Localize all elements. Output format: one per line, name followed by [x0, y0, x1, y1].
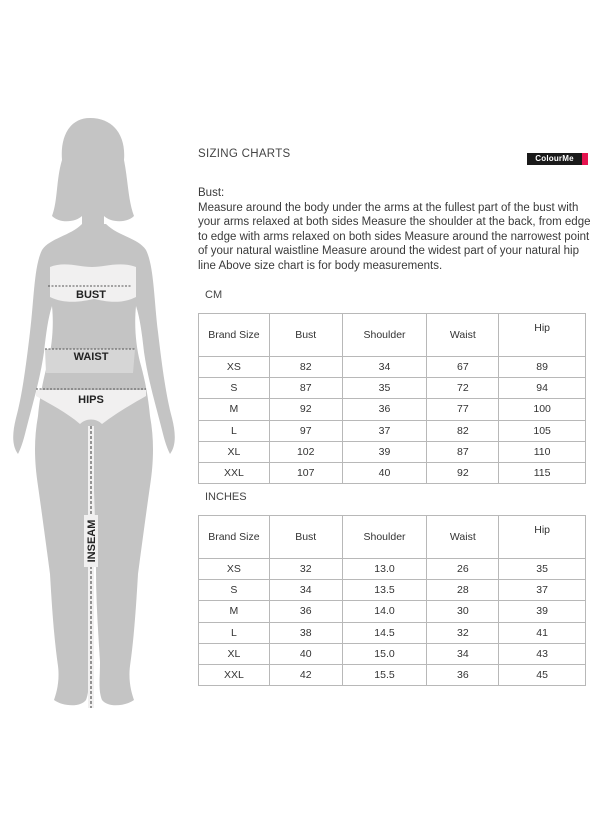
table-row	[199, 601, 586, 622]
table-row	[199, 441, 586, 462]
table-cell: 36	[269, 601, 342, 622]
table-cell: 36	[427, 664, 499, 685]
table-row	[199, 462, 586, 483]
table-cell: 45	[499, 664, 586, 685]
table-cell: 39	[499, 601, 586, 622]
table-cell: 26	[427, 559, 499, 580]
table-row	[199, 399, 586, 420]
table-row	[199, 420, 586, 441]
table-cell: 40	[269, 643, 342, 664]
table-row	[199, 643, 586, 664]
table-cell: 38	[269, 622, 342, 643]
measurement-description	[198, 186, 593, 274]
inches-size-table	[198, 515, 586, 686]
table-cell: 100	[499, 399, 586, 420]
table-cell: 87	[427, 441, 499, 462]
table-row	[199, 580, 586, 601]
table-cell: 72	[427, 378, 499, 399]
bust-label: BUST	[76, 289, 106, 301]
table-row	[199, 664, 586, 685]
table-cell: 97	[269, 420, 342, 441]
table-header-row	[199, 516, 586, 559]
hips-label: HIPS	[78, 394, 104, 406]
table-cell: 34	[269, 580, 342, 601]
table-cell: 14.5	[342, 622, 427, 643]
body-measurement-figure	[0, 100, 185, 720]
table-cell: 92	[269, 399, 342, 420]
column-header: Brand Size	[199, 314, 270, 357]
body-silhouette	[0, 100, 185, 720]
column-header: Hip	[499, 314, 586, 357]
table-cell: 94	[499, 378, 586, 399]
table-row	[199, 559, 586, 580]
table-cell: 107	[269, 462, 342, 483]
table-cell: 15.5	[342, 664, 427, 685]
table-cell: 35	[342, 378, 427, 399]
table-cell: XS	[199, 357, 270, 378]
table-row	[199, 378, 586, 399]
cm-unit-label: CM	[205, 289, 223, 301]
table-cell: XL	[199, 441, 270, 462]
table-cell: 102	[269, 441, 342, 462]
table-cell: 28	[427, 580, 499, 601]
table-cell: 30	[427, 601, 499, 622]
table-cell: L	[199, 420, 270, 441]
table-cell: 32	[427, 622, 499, 643]
table-cell: 35	[499, 559, 586, 580]
column-header: Waist	[427, 516, 499, 559]
table-cell: 82	[427, 420, 499, 441]
column-header: Shoulder	[342, 314, 427, 357]
table-cell: 13.5	[342, 580, 427, 601]
table-cell: L	[199, 622, 270, 643]
table-cell: 37	[499, 580, 586, 601]
table-cell: 115	[499, 462, 586, 483]
table-cell: 15.0	[342, 643, 427, 664]
table-cell: 77	[427, 399, 499, 420]
table-cell: 39	[342, 441, 427, 462]
page-title: SIZING CHARTS	[198, 148, 291, 160]
column-header: Brand Size	[199, 516, 270, 559]
table-cell: 89	[499, 357, 586, 378]
table-cell: 34	[342, 357, 427, 378]
table-cell: 36	[342, 399, 427, 420]
table-cell: 92	[427, 462, 499, 483]
table-cell: XL	[199, 643, 270, 664]
column-header: Hip	[499, 516, 586, 559]
inseam-label: INSEAM	[86, 519, 98, 563]
table-cell: 110	[499, 441, 586, 462]
description-text: Measure around the body under the arms at the fullest part of the bust with your arms relaxed at both sides Measure the shoulder at the back, from edge to edge with arms relaxed on both sides Measure around the narrowest point of your natural waistline Measure around the widest part of your natural hip line Above size chart is for body measurements.	[198, 201, 591, 272]
table-cell: 82	[269, 357, 342, 378]
table-cell: 37	[342, 420, 427, 441]
table-cell: 32	[269, 559, 342, 580]
table-cell: 14.0	[342, 601, 427, 622]
table-cell: XXL	[199, 462, 270, 483]
waist-label: WAIST	[73, 351, 109, 363]
table-cell: XS	[199, 559, 270, 580]
table-cell: 34	[427, 643, 499, 664]
brand-logo: ColourMe	[527, 153, 588, 165]
table-cell: 41	[499, 622, 586, 643]
column-header: Bust	[269, 516, 342, 559]
table-cell: 105	[499, 420, 586, 441]
table-header-row	[199, 314, 586, 357]
table-cell: S	[199, 378, 270, 399]
table-cell: XXL	[199, 664, 270, 685]
table-cell: S	[199, 580, 270, 601]
inches-unit-label: INCHES	[205, 491, 247, 503]
table-row	[199, 622, 586, 643]
table-cell: 87	[269, 378, 342, 399]
table-cell: 43	[499, 643, 586, 664]
table-cell: 40	[342, 462, 427, 483]
table-cell: 42	[269, 664, 342, 685]
cm-size-table	[198, 313, 586, 484]
column-header: Bust	[269, 314, 342, 357]
column-header: Shoulder	[342, 516, 427, 559]
table-cell: 13.0	[342, 559, 427, 580]
table-cell: M	[199, 399, 270, 420]
table-cell: 67	[427, 357, 499, 378]
column-header: Waist	[427, 314, 499, 357]
description-heading: Bust:	[198, 187, 225, 199]
table-row	[199, 357, 586, 378]
table-cell: M	[199, 601, 270, 622]
